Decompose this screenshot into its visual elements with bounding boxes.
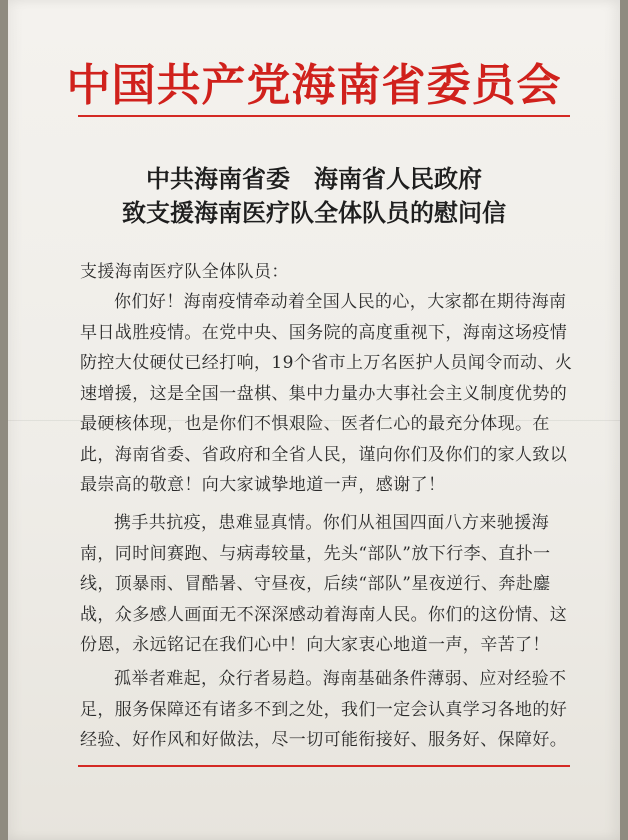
paragraph-2: 携手共抗疫，患难显真情。你们从祖国四面八方来驰援海南，同时间赛跑、与病毒较量，先头“部队”放下行李、直扑一线，顶暴雨、冒酷暑、守昼夜，后续“部队”星夜逆行、奔赴鏖战，众多感人画面无不深深感动着海南人民。你们的这份情、这份恩，永远铭记在我们心中！向大家衷心地道一声，辛苦了！ [80,513,568,655]
salutation: 支援海南医疗队全体队员： [80,262,289,282]
paragraph-1: 你们好！海南疫情牵动着全国人民的心，大家都在期待海南早日战胜疫情。在党中央、国务院的高度重视下，海南这场疫情防控大仗硬仗已经打响，19个省市上万名医护人员闻令而动、火速增援，这是全国一盘棋、集中力量办大事社会主义制度优势的最硬核体现，也是你们不惧艰险、医者仁心的最充分体现。在此，海南省委、省政府和全省人民，谨向你们及你们的家人致以最崇高的敬意！向大家诚挚地道一声，感谢了！ [80,292,573,495]
letterhead-red-rule [78,115,570,117]
letter-paper [8,0,620,840]
letter-title-line-2: 致支援海南医疗队全体队员的慰问信 [122,198,506,227]
paragraph-3: 孤举者难起，众行者易趋。海南基础条件薄弱、应对经验不足，服务保障还有诸多不到之处，我们一定会认真学习各地的好经验、好作风和好做法，尽一切可能衔接好、服务好、保障好。 [80,669,568,750]
letterhead-title: 中国共产党海南省委员会 [66,60,562,111]
letter-title-line-1: 中共海南省委 海南省人民政府 [146,164,482,193]
footer-red-rule [78,765,570,767]
